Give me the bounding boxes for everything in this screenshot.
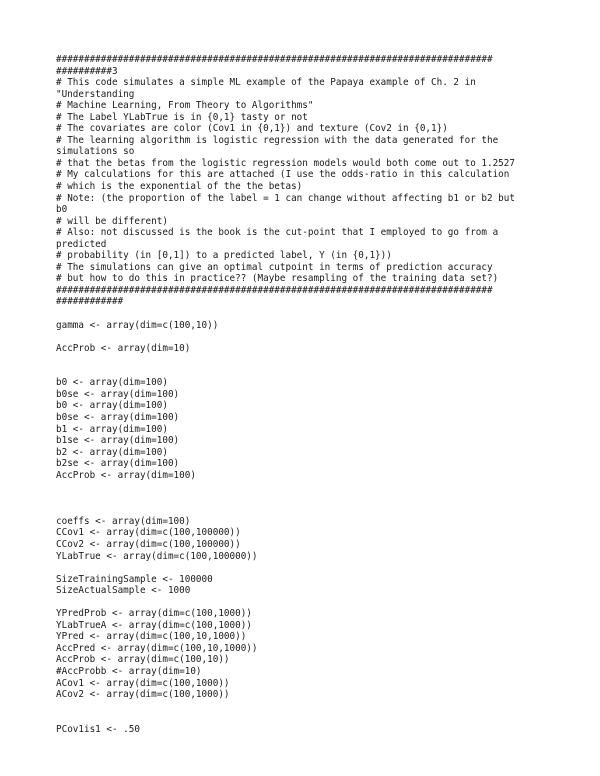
code-line: b0 <- array(dim=100) <box>56 377 168 389</box>
code-line: # The Label YLabTrue is in {0,1} tasty or not <box>56 111 308 123</box>
code-line: # but how to do this in practice?? (Maybe resampling of the training data set?) <box>56 273 499 285</box>
code-line: # Also: not discussed is the book is the cut-point that I employed to go from a <box>56 227 499 239</box>
code-line: # This code simulates a simple ML example of the Papaya example of Ch. 2 in <box>56 77 476 89</box>
code-line: SizeTrainingSample <- 100000 <box>56 573 213 585</box>
code-line <box>56 331 556 343</box>
code-line: ############################################################################## <box>56 54 493 65</box>
code-line <box>56 597 556 609</box>
code-line: b0se <- array(dim=100) <box>56 388 180 400</box>
code-line: b2 <- array(dim=100) <box>56 446 168 458</box>
code-line: # The covariates are color (Cov1 in {0,1}) and texture (Cov2 in {0,1}) <box>56 123 448 135</box>
code-line: ACov1 <- array(dim=c(100,1000)) <box>56 677 230 689</box>
code-line: CCov2 <- array(dim=c(100,100000)) <box>56 538 241 550</box>
code-line <box>56 366 556 378</box>
code-line: YLabTrue <- array(dim=c(100,100000)) <box>56 550 258 562</box>
code-line: ############################################################################## <box>56 284 493 296</box>
code-line <box>56 562 556 574</box>
code-line: SizeActualSample <- 1000 <box>56 585 191 597</box>
code-line: b0 <- array(dim=100) <box>56 400 168 412</box>
code-line <box>56 481 556 493</box>
code-line <box>56 493 556 505</box>
code-line: #AccProbb <- array(dim=10) <box>56 665 202 677</box>
code-line: AccProb <- array(dim=10) <box>56 342 191 354</box>
code-line: gamma <- array(dim=c(100,10)) <box>56 319 219 331</box>
code-line: # which is the exponential of the the betas) <box>56 181 303 193</box>
code-line <box>56 712 556 724</box>
code-line: # My calculations for this are attached (I use the odds-ratio in this calculation <box>56 169 510 181</box>
code-line: YPred <- array(dim=c(100,10,1000)) <box>56 631 247 643</box>
code-line: # will be different) <box>56 215 168 227</box>
code-line: PCov1is1 <- .50 <box>56 723 140 735</box>
code-line <box>56 504 556 516</box>
code-line: YLabTrueA <- array(dim=c(100,1000)) <box>56 619 252 631</box>
code-line: ACov2 <- array(dim=c(100,1000)) <box>56 689 230 701</box>
code-line: b2se <- array(dim=100) <box>56 458 180 470</box>
code-line: # The learning algorithm is logistic regression with the data generated for the <box>56 134 499 146</box>
code-line: AccProb <- array(dim=c(100,10)) <box>56 654 230 666</box>
code-line: b0 <box>56 204 68 216</box>
code-line: AccPred <- array(dim=c(100,10,1000)) <box>56 642 258 654</box>
code-line: # Note: (the proportion of the label = 1 can change without affecting b1 or b2 but <box>56 192 515 204</box>
code-line: b0se <- array(dim=100) <box>56 411 180 423</box>
code-line: # Machine Learning, From Theory to Algorithms" <box>56 100 314 112</box>
code-line: ##########3 <box>56 65 118 77</box>
code-line: AccProb <- array(dim=100) <box>56 469 196 481</box>
code-line <box>56 308 556 320</box>
code-line: ############ <box>56 296 124 308</box>
code-line: simulations so <box>56 146 135 158</box>
code-line <box>56 701 556 713</box>
code-line: coeffs <- array(dim=100) <box>56 515 191 527</box>
code-line: predicted <box>56 238 107 250</box>
code-line: b1 <- array(dim=100) <box>56 423 168 435</box>
code-document <box>56 54 556 735</box>
code-line: YPredProb <- array(dim=c(100,1000)) <box>56 608 252 620</box>
code-line: # that the betas from the logistic regression models would both come out to 1.2527 <box>56 157 515 169</box>
code-line <box>56 354 556 366</box>
code-line: CCov1 <- array(dim=c(100,100000)) <box>56 527 241 539</box>
code-line: # probability (in [0,1]) to a predicted label, Y (in {0,1})) <box>56 250 392 262</box>
code-line: "Understanding <box>56 88 135 100</box>
code-line: b1se <- array(dim=100) <box>56 435 180 447</box>
code-line: # The simulations can give an optimal cutpoint in terms of prediction accuracy <box>56 261 493 273</box>
